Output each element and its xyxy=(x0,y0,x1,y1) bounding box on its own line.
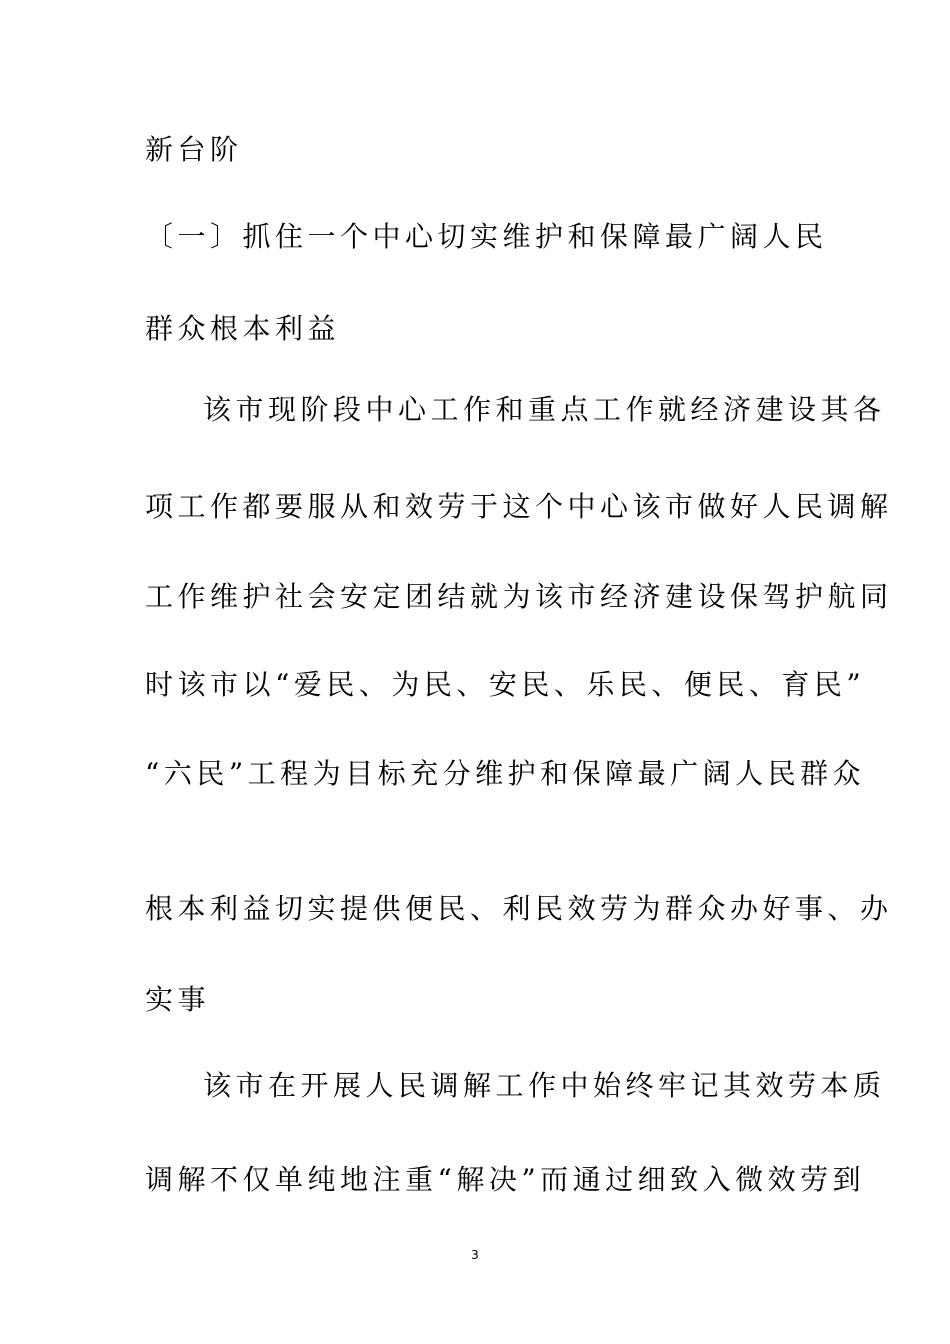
paragraph-1-line-7: 实事 xyxy=(145,983,211,1016)
paragraph-2-line-2: 调解不仅单纯地注重“解决”而通过细致入微效劳到 xyxy=(145,1163,866,1196)
paragraph-2-line-1: 该市在开展人民调解工作中始终牢记其效劳本质 xyxy=(203,1069,886,1102)
text-line-1: 新台阶 xyxy=(145,133,243,166)
paragraph-1-line-4: 时该市以“爱民、为民、安民、乐民、便民、育民” xyxy=(145,668,866,701)
page-number: 3 xyxy=(471,1248,479,1262)
paragraph-1-line-6: 根本利益切实提供便民、利民效劳为群众办好事、办 xyxy=(145,892,893,925)
paragraph-1-line-5: “六民”工程为目标充分维护和保障最广阔人民群众 xyxy=(145,757,866,790)
paragraph-1-line-1: 该市现阶段中心工作和重点工作就经济建设其各 xyxy=(203,393,886,426)
section-heading-line-1: 〔一〕抓住一个中心切实维护和保障最广阔人民 xyxy=(145,220,828,253)
paragraph-1-line-3: 工作维护社会安定团结就为该市经济建设保驾护航同 xyxy=(145,580,893,613)
section-heading-line-2: 群众根本利益 xyxy=(145,312,341,345)
paragraph-1-line-2: 项工作都要服从和效劳于这个中心该市做好人民调解 xyxy=(145,490,893,523)
